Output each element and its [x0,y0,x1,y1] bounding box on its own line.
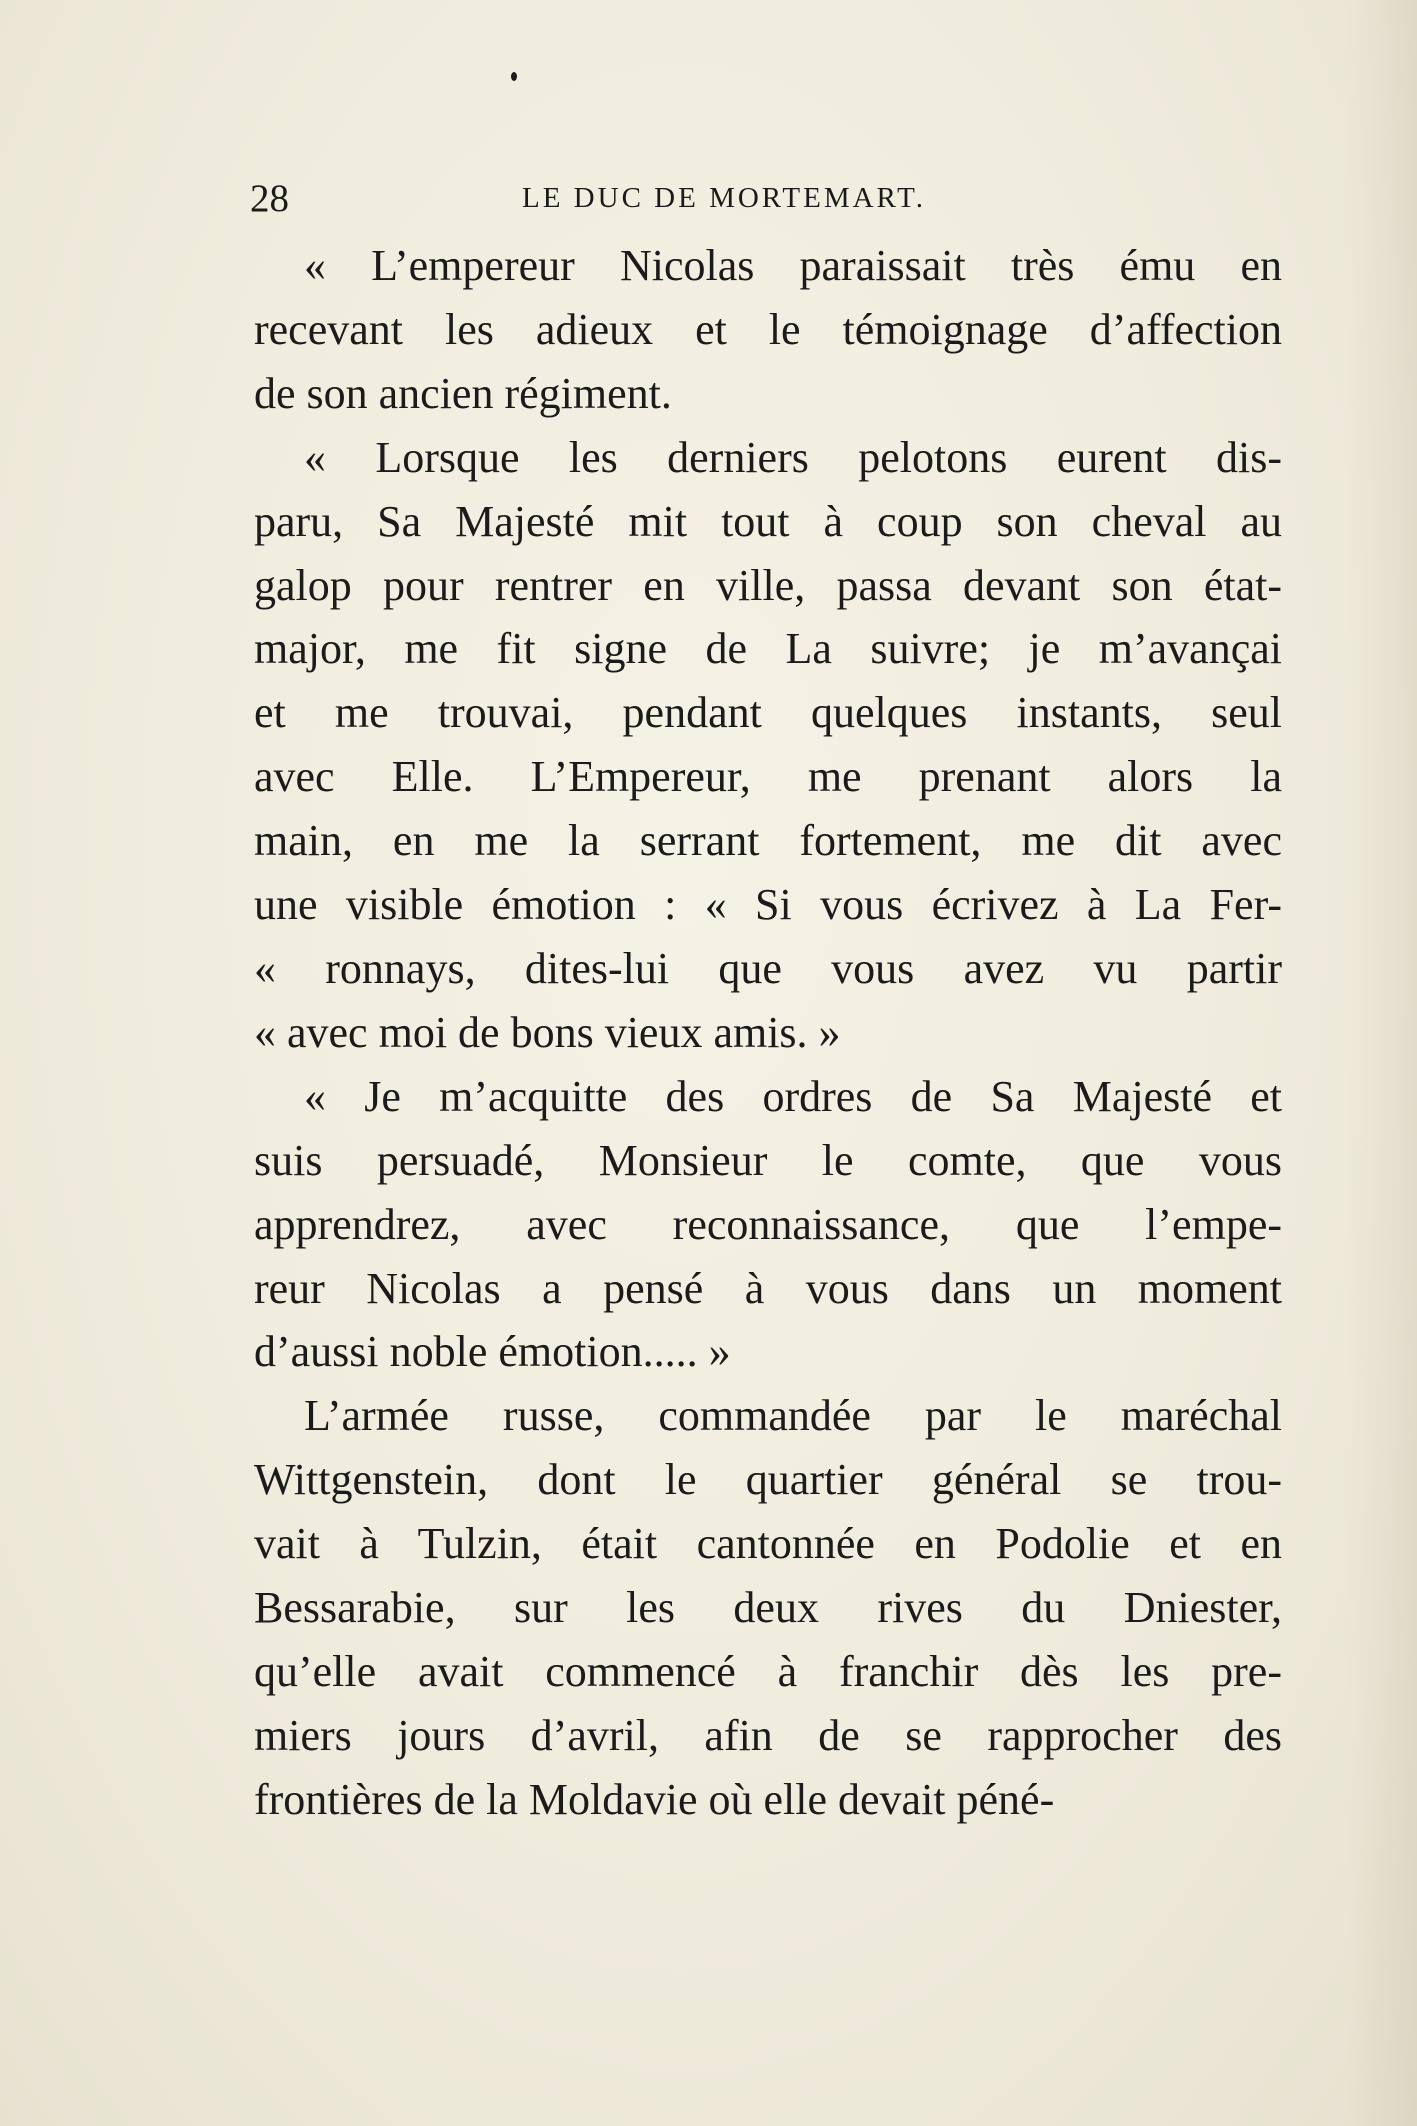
paragraph [254,1065,1282,1385]
text-line: « Je m’acquitte des ordres de Sa Majesté et [304,1071,1282,1121]
text-line: reur Nicolas a pensé à vous dans un moment [254,1263,1282,1313]
text-line: main, en me la serrant fortement, me dit avec [254,816,1282,866]
paragraph [254,426,1282,1065]
body-text [254,234,1282,1832]
text-line: vait à Tulzin, était cantonnée en Podolie et en [254,1519,1282,1569]
paragraph [254,234,1282,426]
text-line: suis persuadé, Monsieur le comte, que vous [254,1135,1282,1185]
text-line: L’armée russe, commandée par le maréchal [304,1391,1282,1441]
text-line: frontières de la Moldavie où elle devait péné- [254,1774,1055,1824]
paragraph [254,1384,1282,1831]
text-line: et me trouvai, pendant quelques instants, seul [254,688,1282,738]
text-line: recevant les adieux et le témoignage d’affection [254,304,1282,354]
ink-speck [511,72,517,81]
text-line: paru, Sa Majesté mit tout à coup son cheval au [254,496,1282,546]
text-line: galop pour rentrer en ville, passa devant son état- [254,560,1282,610]
text-line: « L’empereur Nicolas paraissait très ému en [304,241,1282,290]
text-line: de son ancien régiment. [254,368,672,418]
text-line: apprendrez, avec reconnaissance, que l’empe- [254,1199,1282,1249]
text-line: d’aussi noble émotion..... » [254,1327,731,1377]
text-line: une visible émotion : « Si vous écrivez à La Fer- [254,880,1282,930]
text-line: qu’elle avait commencé à franchir dès les pre- [254,1646,1282,1696]
running-head: LE DUC DE MORTEMART. [522,182,926,214]
text-line: « ronnays, dites-lui que vous avez vu partir [254,943,1282,993]
page-edge-shadow [1347,0,1417,2126]
text-line: miers jours d’avril, afin de se rapprocher des [254,1710,1282,1760]
text-line: « Lorsque les derniers pelotons eurent dis- [304,432,1282,482]
page-number: 28 [250,177,289,220]
text-line: major, me fit signe de La suivre; je m’avançai [254,624,1282,674]
text-line: Wittgenstein, dont le quartier général se trou- [254,1455,1282,1505]
page-header [250,176,1270,226]
text-line: Bessarabie, sur les deux rives du Dniester, [254,1583,1282,1633]
text-line: avec Elle. L’Empereur, me prenant alors la [254,752,1282,802]
text-line: « avec moi de bons vieux amis. » [254,1007,841,1057]
